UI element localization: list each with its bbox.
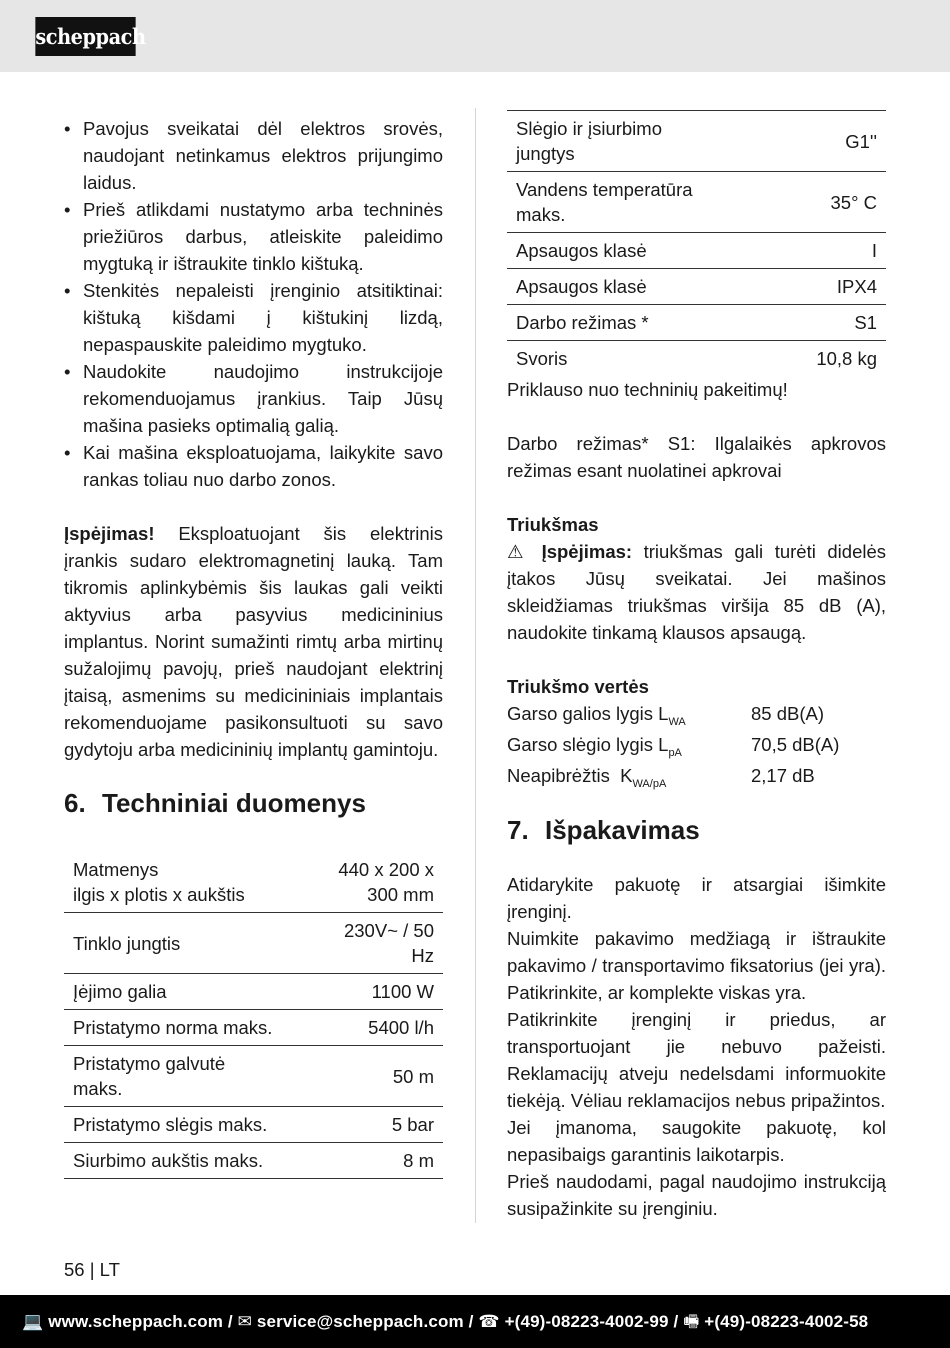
left-column [64,115,443,1179]
section-heading-technical-data: 6. Techniniai duomenys [64,788,366,818]
spec-label: Pristatymo galvutė maks. [64,1046,313,1107]
phone-number: +(49)-08223-4002-99 [504,1312,669,1331]
table-row [64,1143,443,1179]
unpacking-paragraph: Patikrinkite įrenginį ir priedus, ar transportuojant jie nebuvo pažeisti. Reklamacijų atveju nedelsdami informuokite tiekėją. Vėliau reklamacijos nebus pripažintos. [507,1009,886,1111]
unpacking-paragraph: Atidarykite pakuotę ir atsargiai išimkite įrenginį. [507,874,886,922]
column-divider [475,108,476,1223]
mail-icon: ✉ [237,1312,253,1331]
page-number: 56 | LT [64,1259,120,1280]
spec-value: 440 x 200 x 300 mm [313,852,443,913]
spec-label: Apsaugos klasė [507,233,777,269]
table-row [64,1046,443,1107]
safety-bullet-list [64,115,443,493]
phone-icon: ☎ [478,1312,500,1331]
unpacking-paragraph: Jei įmanoma, saugokite pakuotę, kol nepasibaigs garantinis laikotarpis. [507,1117,886,1165]
technical-data-table [64,852,443,1179]
unpacking-text [507,871,886,1222]
noise-warning-paragraph: ⚠ Įspėjimas: triukšmas gali turėti didelės įtakos Jūsų sveikatai. Jei mašinos skleidžiamas triukšmas viršija 85 dB (A), naudokite tinkamą klausos apsaugą. [507,541,887,643]
spec-value: 10,8 kg [816,348,877,369]
website-link[interactable]: www.scheppach.com [48,1312,224,1331]
spec-value: 5400 l/h [313,1010,443,1046]
spec-label: Slėgio ir įsiurbimo jungtys [507,111,777,172]
technical-changes-note: Priklauso nuo techninių pakeitimų! [507,379,788,400]
spec-label: Pristatymo slėgis maks. [64,1107,313,1143]
spec-value: G1'' [777,111,886,172]
computer-icon: 💻 [22,1312,44,1331]
list-item: • Prieš atlikdami nustatymo arba techninės priežiūros darbus, atleiskite paleidimo mygtuką ir ištraukite tinklo kištuką. [64,199,443,274]
table-row [507,233,886,269]
spec-value: S1 [777,305,886,341]
spec-label: Apsaugos klasė [507,269,777,305]
spec-label: Siurbimo aukštis maks. [64,1143,313,1179]
email-link[interactable]: service@scheppach.com [256,1312,464,1331]
fax-icon: 🖷 [683,1312,700,1331]
spec-value: 35° C [777,172,886,233]
spec-label: Svoris [516,348,568,369]
noise-value-row: Garso slėgio lygis $L_{pA}$ 70,5 dB(A) [507,734,840,759]
scheppach-logo: scheppach [35,17,135,56]
right-column [507,110,886,1222]
spec-label: Pristatymo norma maks. [64,1010,313,1046]
section-heading-unpacking: 7. Išpakavimas [507,815,700,845]
table-row [64,1010,443,1046]
fax-number: +(49)-08223-4002-58 [704,1312,869,1331]
table-row [64,913,443,974]
spec-value: 8 m [313,1143,443,1179]
spec-value: IPX4 [777,269,886,305]
table-row [64,1107,443,1143]
table-row [507,341,886,377]
spec-value: 230V~ / 50 Hz [313,913,443,974]
table-row [507,305,886,341]
spec-label: Matmenys ilgis x plotis x aukštis [64,852,313,913]
spec-value: I [777,233,886,269]
operating-mode-note: Darbo režimas* S1: Ilgalaikės apkrovos režimas esant nuolatinei apkrovai [507,433,886,481]
table-row [64,974,443,1010]
list-item: • Pavojus sveikatai dėl elektros srovės, naudojant netinkamus elektros prijungimo laidus. [64,118,443,193]
contact-footer: 💻 www.scheppach.com / ✉ service@scheppach.com / ☎ +(49)-08223-4002-99 / 🖷 +(49)-08223-4002-58 [0,1295,950,1348]
warning-text: Eksploatuojant šis elektrinis įrankis sudaro elektromagnetinį lauką. Tam tikromis aplinkybėmis šis laukas gali veikti aktyvius arba pasyvius medicininius implantus. Norint sumažinti rimtų arba mirtinų sužalojimų pavojų, prieš naudojant elektrinį įtaisą, asmenims su medicininiais implantais rekomenduojame pasikonsultuoti su savo gydytoju arba medicininių implantų gamintoju. [64,523,443,760]
technical-data-table-continued [507,110,886,376]
noise-values-heading: Triukšmo vertės [507,676,649,697]
spec-value: 50 m [313,1046,443,1107]
list-item: • Stenkitės nepaleisti įrenginio atsitiktinai: kištuką kišdami į kištukinį lizdą, nepaspauskite paleidimo mygtuko. [64,280,443,355]
unpacking-paragraph: Prieš naudodami, pagal naudojimo instrukciją susipažinkite su įrenginiu. [507,1171,886,1219]
table-row [507,269,886,305]
table-row [507,111,886,172]
list-item: • Naudokite naudojimo instrukcijoje rekomenduojamus įrankius. Taip Jūsų mašina pasieks optimalią galią. [64,361,443,436]
noise-values-list [507,700,886,793]
unpacking-paragraph: Nuimkite pakavimo medžiagą ir ištraukite pakavimo / transportavimo fiksatorius (jei yra). Patikrinkite, ar komplekte viskas yra. [507,928,886,1003]
table-row [64,852,443,913]
spec-label: Vandens temperatūra maks. [507,172,777,233]
warning-triangle-icon: ⚠ [507,541,531,562]
page-header [0,0,950,72]
spec-label: Įėjimo galia [64,974,313,1010]
emf-warning-paragraph [64,520,443,763]
spec-label: Tinklo jungtis [64,913,313,974]
warning-label: Įspėjimas! [64,523,155,544]
list-item: • Kai mašina eksploatuojama, laikykite savo rankas toliau nuo darbo zonos. [64,442,443,490]
noise-value-row: Garso galios lygis $L_{WA}$ 85 dB(A) [507,703,825,728]
spec-value: 1100 W [313,974,443,1010]
spec-value: 5 bar [313,1107,443,1143]
table-row [507,172,886,233]
spec-label: Darbo režimas * [507,305,777,341]
noise-heading: Triukšmas [507,514,599,535]
noise-value-row: Neapibrėžtis $K_{WA/pA}$ 2,17 dB [507,765,815,790]
